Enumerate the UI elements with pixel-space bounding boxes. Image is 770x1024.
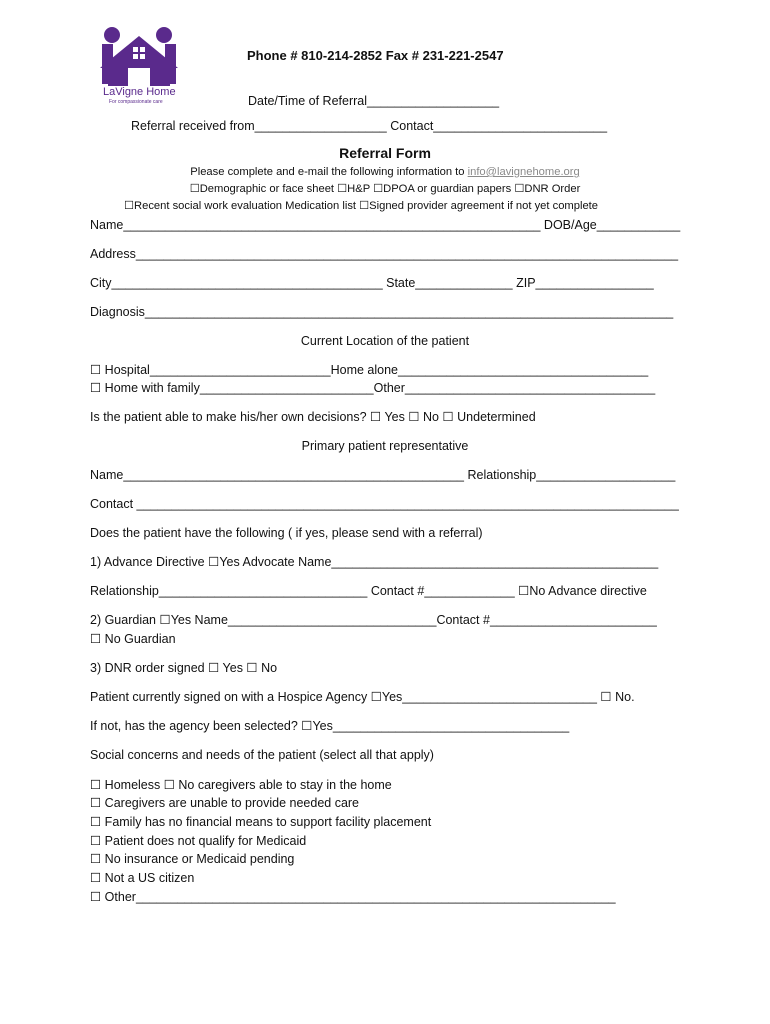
address-field[interactable]: Address______________________________________________________________________________: [90, 247, 679, 261]
checklist-line-1[interactable]: ☐Demographic or face sheet ☐H&P ☐DPOA or guardian papers ☐DNR Order: [189, 183, 581, 195]
location-heading: Current Location of the patient: [300, 334, 470, 348]
advance-directive-field[interactable]: 1) Advance Directive ☐Yes Advocate Name_______________________________________________: [90, 555, 659, 569]
location-home-family-other[interactable]: ☐ Home with family_________________________Other____________________________________: [90, 381, 656, 395]
phone-fax: Phone # 810-214-2852 Fax # 231-221-2547: [247, 48, 504, 63]
social-item-caregivers[interactable]: ☐ Caregivers are unable to provide needed care: [90, 796, 360, 810]
social-item-insurance[interactable]: ☐ No insurance or Medicaid pending: [90, 852, 295, 866]
social-item-other[interactable]: ☐ Other_____________________________________________________________________: [90, 890, 616, 904]
agency-selected-field[interactable]: If not, has the agency been selected? ☐Yes__________________________________: [90, 719, 570, 733]
guardian-field[interactable]: 2) Guardian ☐Yes Name______________________________Contact #________________________: [90, 613, 657, 627]
instructions: [0, 164, 770, 180]
logo-name: LaVigne Home: [103, 86, 176, 98]
email-link[interactable]: info@lavignehome.org: [467, 166, 580, 178]
checklist-line-2[interactable]: ☐Recent social work evaluation Medication list ☐Signed provider agreement if not yet complete: [124, 200, 599, 212]
representative-heading: Primary patient representative: [301, 439, 469, 453]
decisions-question[interactable]: Is the patient able to make his/her own decisions? ☐ Yes ☐ No ☐ Undetermined: [90, 410, 536, 424]
social-item-homeless[interactable]: ☐ Homeless ☐ No caregivers able to stay in the home: [90, 778, 392, 792]
social-item-citizen[interactable]: ☐ Not a US citizen: [90, 871, 195, 885]
referral-received-field[interactable]: Referral received from___________________ Contact_________________________: [131, 119, 608, 133]
location-hospital-home-alone[interactable]: ☐ Hospital__________________________Home alone____________________________________: [90, 363, 649, 377]
advance-relationship-field[interactable]: Relationship______________________________ Contact #_____________ ☐No Advance directive: [90, 584, 647, 598]
dnr-order-field[interactable]: 3) DNR order signed ☐ Yes ☐ No: [90, 661, 278, 675]
representative-contact[interactable]: Contact ______________________________________________________________________________: [90, 497, 679, 511]
social-item-medicaid[interactable]: ☐ Patient does not qualify for Medicaid: [90, 834, 307, 848]
hospice-signed-field[interactable]: Patient currently signed on with a Hospice Agency ☐Yes____________________________ ☐ No.: [90, 690, 635, 704]
form-title: Referral Form: [339, 145, 431, 161]
referral-datetime-field[interactable]: Date/Time of Referral___________________: [248, 94, 500, 108]
social-concerns-heading: Social concerns and needs of the patient (select all that apply): [90, 748, 434, 762]
instructions-text: Please complete and e-mail the following information to: [190, 166, 468, 178]
name-dob-field[interactable]: Name____________________________________________________________ DOB/Age____________: [90, 218, 681, 232]
representative-name-relationship[interactable]: Name_________________________________________________ Relationship____________________: [90, 468, 676, 482]
diagnosis-field[interactable]: Diagnosis____________________________________________________________________________: [90, 305, 674, 319]
social-item-financial[interactable]: ☐ Family has no financial means to support facility placement: [90, 815, 432, 829]
logo-tagline: For compassionate care: [109, 99, 163, 105]
city-state-zip-field[interactable]: City_______________________________________ State______________ ZIP_________________: [90, 276, 654, 290]
no-guardian-checkbox[interactable]: ☐ No Guardian: [90, 632, 176, 646]
documents-heading: Does the patient have the following ( if yes, please send with a referral): [90, 526, 483, 540]
